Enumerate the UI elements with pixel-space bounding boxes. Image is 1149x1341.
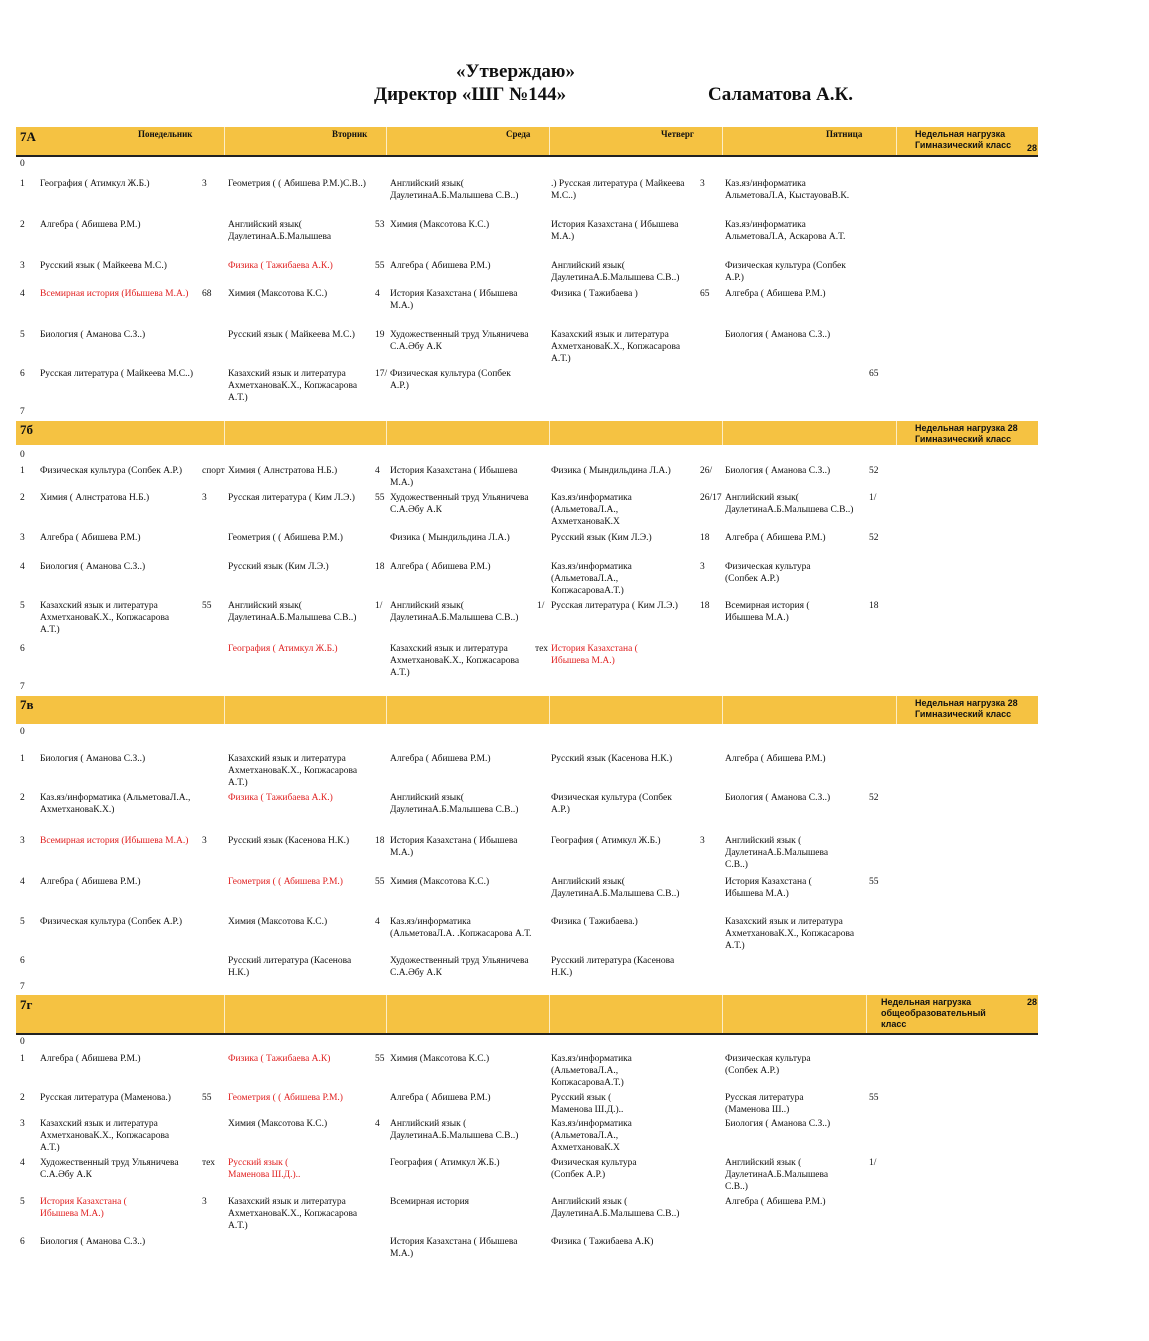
- tuesday-lesson: Физика ( Тажибаева А.К): [228, 1054, 331, 1064]
- friday-room: 55: [869, 1093, 879, 1103]
- lesson-number: 6: [20, 1237, 25, 1247]
- lesson-number: 3: [20, 1119, 25, 1129]
- tuesday-lesson: Английский язык( ДаулетинаА.Б.Малышева С.В..): [228, 601, 357, 623]
- lesson-number: 4: [20, 1158, 25, 1168]
- monday-room: 55: [202, 1093, 212, 1103]
- wednesday-lesson: География ( Атимкул Ж.Б.): [390, 1158, 500, 1168]
- friday-room: 55: [869, 877, 879, 887]
- monday-lesson: Казахский язык и литература АхметхановаК.Х., Копжасарова А.Т.): [40, 601, 170, 635]
- thursday-lesson: Русский язык (Ким Л.Э.): [551, 533, 652, 543]
- tuesday-room: 18: [375, 836, 385, 846]
- wednesday-lesson: Всемирная история: [390, 1197, 470, 1207]
- thursday-lesson: Русская литература ( Ким Л.Э.): [551, 601, 678, 611]
- friday-lesson: Биология ( Аманова С.З..): [725, 330, 831, 340]
- friday-room: 1/: [869, 1158, 877, 1168]
- thursday-lesson: Физика ( Тажибаева А.К): [551, 1237, 654, 1247]
- lesson-number: 3: [20, 261, 25, 271]
- row-index: 7: [20, 982, 25, 992]
- day-wednesday: Среда: [506, 129, 531, 139]
- tuesday-lesson: Русский язык (Ким Л.Э.): [228, 562, 329, 572]
- thursday-lesson: Каз.яз/информатика (АльметоваЛ.А., АхметхановаК.Х: [551, 493, 632, 527]
- lesson-number: 6: [20, 644, 25, 654]
- monday-lesson: Алгебра ( Абишева Р.М.): [40, 877, 141, 887]
- row-index: 0: [20, 727, 25, 737]
- monday-lesson: Физическая культура (Сопбек А.Р.): [40, 917, 183, 927]
- class-band-7b: [16, 421, 1038, 445]
- thursday-lesson: Каз.яз/информатика (АльметоваЛ.А., КопжасароваА.Т.): [551, 562, 632, 596]
- friday-lesson: Каз.яз/информатика АльметоваЛ.А, Аскарова А.Т.: [725, 220, 846, 242]
- monday-room: 68: [202, 289, 212, 299]
- monday-room: 3: [202, 179, 207, 189]
- weekly-load-label: Недельная нагрузка 28 Гимназический класс: [915, 423, 1018, 444]
- friday-lesson: Биология ( Аманова С.З..): [725, 466, 831, 476]
- wednesday-lesson: Английский язык( ДаулетинаА.Б.Малышева С.В..): [390, 601, 519, 623]
- tuesday-lesson: Геометрия ( ( Абишева Р.М.): [228, 877, 343, 887]
- wednesday-lesson: Художественный труд Ульяничева С.А.Әбу А.К: [390, 493, 529, 515]
- thursday-lesson: .) Русская литература ( Майкеева М.С..): [551, 179, 685, 201]
- monday-lesson: Казахский язык и литература АхметхановаК.Х., Копжасарова А.Т.): [40, 1119, 170, 1153]
- monday-lesson: Всемирная история (Ибышева М.А.): [40, 836, 189, 846]
- lesson-number: 5: [20, 330, 25, 340]
- tuesday-lesson: Русский литература (Касенова Н.К.): [228, 956, 352, 978]
- weekly-load-label: Недельная нагрузка Гимназический класс: [915, 129, 1012, 150]
- lesson-number: 6: [20, 369, 25, 379]
- lesson-number: 2: [20, 793, 25, 803]
- thursday-lesson: Английский язык( ДаулетинаА.Б.Малышева С.В..): [551, 877, 680, 899]
- class-band-7v: [16, 696, 1038, 724]
- friday-lesson: Английский язык( ДаулетинаА.Б.Малышева С.В..): [725, 493, 854, 515]
- tuesday-room: 4: [375, 1119, 380, 1129]
- thursday-lesson: Английский язык ( ДаулетинаА.Б.Малышева С.В..): [551, 1197, 680, 1219]
- lesson-number: 2: [20, 1093, 25, 1103]
- lesson-number: 3: [20, 533, 25, 543]
- tuesday-lesson: Казахский язык и литература АхметхановаК.Х., Копжасарова А.Т.): [228, 1197, 358, 1231]
- wednesday-lesson: История Казахстана ( Ибышева М.А.): [390, 289, 518, 311]
- thursday-lesson: Физическая культура (Сопбек А.Р.): [551, 1158, 637, 1180]
- friday-room: 65: [869, 369, 879, 379]
- row-index: 7: [20, 407, 25, 417]
- monday-lesson: Русская литература (Маменова.): [40, 1093, 171, 1103]
- wednesday-lesson: Химия (Максотова К.С.): [390, 1054, 490, 1064]
- thursday-lesson: Каз.яз/информатика (АльметоваЛ.А., АхметхановаК.Х: [551, 1119, 632, 1153]
- thursday-room: 3: [700, 562, 705, 572]
- monday-lesson: Художественный труд Ульяничева С.А.Әбу А.К: [40, 1158, 179, 1180]
- wednesday-lesson: Алгебра ( Абишева Р.М.): [390, 1093, 491, 1103]
- tuesday-lesson: Казахский язык и литература АхметхановаК.Х., Копжасарова А.Т.): [228, 754, 358, 788]
- wednesday-lesson: Алгебра ( Абишева Р.М.): [390, 261, 491, 271]
- monday-lesson: Биология ( Аманова С.З..): [40, 330, 146, 340]
- wednesday-lesson: Каз.яз/информатика (АльметоваЛ.А. .Копжасарова А.Т.: [390, 917, 532, 939]
- monday-lesson: Физическая культура (Сопбек А.Р.): [40, 466, 183, 476]
- director-title: Директор «ШГ №144»: [374, 84, 567, 105]
- weekly-load-value: 28: [1027, 143, 1038, 153]
- director-name: Саламатова А.К.: [708, 84, 853, 105]
- wednesday-lesson: Физика ( Мындильдина Л.А.): [390, 533, 510, 543]
- tuesday-room: 55: [375, 1054, 385, 1064]
- lesson-number: 1: [20, 754, 25, 764]
- thursday-room: 26/: [700, 466, 713, 476]
- friday-room: 1/: [869, 493, 877, 503]
- lesson-number: 1: [20, 466, 25, 476]
- wednesday-lesson: Алгебра ( Абишева Р.М.): [390, 562, 491, 572]
- monday-lesson: Алгебра ( Абишева Р.М.): [40, 533, 141, 543]
- row-index: 0: [20, 1037, 25, 1047]
- tuesday-lesson: Русский язык ( Маменова Ш.Д.)..: [228, 1158, 301, 1180]
- tuesday-lesson: Русская литература ( Ким Л.Э.): [228, 493, 355, 503]
- thursday-room: 18: [700, 601, 710, 611]
- wednesday-lesson: История Казахстана ( Ибышева М.А.): [390, 466, 518, 488]
- wednesday-lesson: Алгебра ( Абишева Р.М.): [390, 754, 491, 764]
- friday-lesson: Английский язык ( ДаулетинаА.Б.Малышева С.В..): [725, 1158, 829, 1192]
- lesson-number: 2: [20, 220, 25, 230]
- tuesday-room: 17/: [375, 369, 388, 379]
- tuesday-room: 55: [375, 493, 385, 503]
- monday-lesson: Химия ( Алнстратова Н.Б.): [40, 493, 150, 503]
- monday-lesson: Каз.яз/информатика (АльметоваЛ.А., АхметхановаК.Х.): [40, 793, 191, 815]
- friday-room: 18: [869, 601, 879, 611]
- friday-lesson: Биология ( Аманова С.З..): [725, 1119, 831, 1129]
- friday-lesson: История Казахстана ( Ибышева М.А.): [725, 877, 812, 899]
- tuesday-room: 55: [375, 261, 385, 271]
- tuesday-lesson: Геометрия ( ( Абишева Р.М.): [228, 533, 343, 543]
- friday-lesson: Физическая культура (Сопбек А.Р.): [725, 562, 811, 584]
- monday-lesson: Русский язык ( Майкеева М.С.): [40, 261, 167, 271]
- wednesday-lesson: Казахский язык и литература АхметхановаК.Х., Копжасарова А.Т.): [390, 644, 520, 678]
- tuesday-lesson: География ( Атимкул Ж.Б.): [228, 644, 338, 654]
- friday-lesson: Алгебра ( Абишева Р.М.): [725, 1197, 826, 1207]
- thursday-room: 18: [700, 533, 710, 543]
- lesson-number: 2: [20, 493, 25, 503]
- thursday-lesson: Русский язык (Касенова Н.К.): [551, 754, 673, 764]
- monday-lesson: Всемирная история (Ибышева М.А.): [40, 289, 189, 299]
- day-monday: Понедельник: [138, 129, 193, 139]
- lesson-number: 6: [20, 956, 25, 966]
- friday-lesson: Алгебра ( Абишева Р.М.): [725, 533, 826, 543]
- class-label-7b: 7б: [20, 422, 33, 437]
- weekly-load-label: Недельная нагрузка общеобразовательный класс: [881, 997, 986, 1029]
- friday-lesson: Физическая культура (Сопбек А.Р.): [725, 1054, 811, 1076]
- monday-lesson: Алгебра ( Абишева Р.М.): [40, 1054, 141, 1064]
- day-thursday: Четверг: [661, 129, 694, 139]
- thursday-lesson: История Казахстана ( Ибышева М.А.): [551, 644, 638, 666]
- tuesday-lesson: Русский язык ( Майкеева М.С.): [228, 330, 355, 340]
- wednesday-room: тех: [535, 644, 548, 654]
- tuesday-room: 55: [375, 877, 385, 887]
- friday-lesson: Всемирная история ( Ибышева М.А.): [725, 601, 810, 623]
- monday-lesson: Биология ( Аманова С.З..): [40, 754, 146, 764]
- tuesday-room: 4: [375, 466, 380, 476]
- tuesday-lesson: Химия (Максотова К.С.): [228, 1119, 328, 1129]
- lesson-number: 4: [20, 877, 25, 887]
- thursday-room: 65: [700, 289, 710, 299]
- day-tuesday: Вторник: [332, 129, 368, 139]
- friday-lesson: Английский язык ( ДаулетинаА.Б.Малышева С.В..): [725, 836, 829, 870]
- lesson-number: 5: [20, 601, 25, 611]
- monday-room: 3: [202, 1197, 207, 1207]
- monday-lesson: Биология ( Аманова С.З..): [40, 562, 146, 572]
- friday-lesson: Казахский язык и литература АхметхановаК.Х., Копжасарова А.Т.): [725, 917, 855, 951]
- thursday-lesson: Каз.яз/информатика (АльметоваЛ.А., КопжасароваА.Т.): [551, 1054, 632, 1088]
- wednesday-lesson: Химия (Максотова К.С.): [390, 877, 490, 887]
- thursday-lesson: География ( Атимкул Ж.Б.): [551, 836, 661, 846]
- tuesday-room: 4: [375, 917, 380, 927]
- tuesday-lesson: Геометрия ( ( Абишева Р.М.): [228, 1093, 343, 1103]
- monday-room: 3: [202, 493, 207, 503]
- monday-room: 3: [202, 836, 207, 846]
- monday-lesson: История Казахстана ( Ибышева М.А.): [40, 1197, 127, 1219]
- tuesday-lesson: Русский язык (Касенова Н.К.): [228, 836, 350, 846]
- wednesday-lesson: Физическая культура (Сопбек А.Р.): [390, 369, 511, 391]
- tuesday-lesson: Физика ( Тажибаева А.К.): [228, 793, 333, 803]
- tuesday-lesson: Казахский язык и литература АхметхановаК.Х., Копжасарова А.Т.): [228, 369, 358, 403]
- weekly-load-value: 28: [1027, 997, 1038, 1007]
- thursday-room: 26/17: [700, 493, 722, 503]
- tuesday-room: 4: [375, 289, 380, 299]
- lesson-number: 3: [20, 836, 25, 846]
- thursday-lesson: История Казахстана ( Ибышева М.А.): [551, 220, 679, 242]
- tuesday-room: 1/: [375, 601, 383, 611]
- row-index: 7: [20, 682, 25, 692]
- lesson-number: 5: [20, 917, 25, 927]
- friday-room: 52: [869, 793, 879, 803]
- weekly-load-label: Недельная нагрузка 28 Гимназический класс: [915, 698, 1018, 719]
- tuesday-lesson: Химия (Максотова К.С.): [228, 917, 328, 927]
- row-index: 0: [20, 159, 25, 169]
- lesson-number: 5: [20, 1197, 25, 1207]
- wednesday-lesson: Химия (Максотова К.С.): [390, 220, 490, 230]
- thursday-lesson: Казахский язык и литература АхметхановаК.Х., Копжасарова А.Т.): [551, 330, 681, 364]
- thursday-lesson: Русский язык ( Маменова Ш.Д.)..: [551, 1093, 624, 1115]
- lesson-number: 4: [20, 289, 25, 299]
- thursday-lesson: Физика ( Мындильдина Л.А.): [551, 466, 671, 476]
- row-index: 0: [20, 450, 25, 460]
- friday-lesson: Алгебра ( Абишева Р.М.): [725, 289, 826, 299]
- tuesday-lesson: Геометрия ( ( Абишева Р.М.)С.В..): [228, 179, 366, 189]
- monday-lesson: География ( Атимкул Ж.Б.): [40, 179, 150, 189]
- approve-title: «Утверждаю»: [456, 61, 575, 82]
- tuesday-lesson: Химия ( Алнстратова Н.Б.): [228, 466, 338, 476]
- friday-lesson: Физическая культура (Сопбек А.Р.): [725, 261, 846, 283]
- friday-lesson: Русская литература (Маменова Ш..): [725, 1093, 804, 1115]
- class-label-7v: 7в: [20, 697, 34, 712]
- tuesday-room: 18: [375, 562, 385, 572]
- class-label-7a: 7А: [20, 129, 36, 144]
- day-friday: Пятница: [826, 129, 863, 139]
- tuesday-lesson: Химия (Максотова К.С.): [228, 289, 328, 299]
- band-underline: [16, 1033, 1038, 1035]
- wednesday-lesson: История Казахстана ( Ибышева М.А.): [390, 836, 518, 858]
- friday-lesson: Каз.яз/информатика АльметоваЛ.А, КыстауоваВ.К.: [725, 179, 850, 201]
- monday-lesson: Биология ( Аманова С.З..): [40, 1237, 146, 1247]
- thursday-lesson: Физика ( Тажибаева.): [551, 917, 638, 927]
- monday-room: спорт: [202, 466, 225, 476]
- monday-room: тех: [202, 1158, 215, 1168]
- wednesday-lesson: Английский язык ( ДаулетинаА.Б.Малышева С.В..): [390, 1119, 519, 1141]
- friday-lesson: Биология ( Аманова С.З..): [725, 793, 831, 803]
- lesson-number: 1: [20, 1054, 25, 1064]
- friday-lesson: Алгебра ( Абишева Р.М.): [725, 754, 826, 764]
- class-label-7g: 7г: [20, 997, 33, 1012]
- friday-room: 52: [869, 533, 879, 543]
- wednesday-lesson: История Казахстана ( Ибышева М.А.): [390, 1237, 518, 1259]
- thursday-lesson: Физика ( Тажибаева ): [551, 289, 638, 299]
- wednesday-lesson: Художественный труд Ульяничева С.А.Әбу А.К: [390, 956, 529, 978]
- monday-lesson: Алгебра ( Абишева Р.М.): [40, 220, 141, 230]
- wednesday-lesson: Английский язык( ДаулетинаА.Б.Малышева С.В..): [390, 793, 519, 815]
- thursday-lesson: Русский литература (Касенова Н.К.): [551, 956, 675, 978]
- monday-lesson: Русская литература ( Майкеева М.С..): [40, 369, 194, 379]
- tuesday-room: 53: [375, 220, 385, 230]
- band-underline: [16, 155, 1038, 157]
- wednesday-lesson: Художественный труд Ульяничева С.А.Әбу А.К: [390, 330, 529, 352]
- monday-room: 55: [202, 601, 212, 611]
- thursday-lesson: Английский язык( ДаулетинаА.Б.Малышева С.В..): [551, 261, 680, 283]
- wednesday-room: 1/: [537, 601, 545, 611]
- lesson-number: 1: [20, 179, 25, 189]
- friday-room: 52: [869, 466, 879, 476]
- thursday-room: 3: [700, 179, 705, 189]
- thursday-room: 3: [700, 836, 705, 846]
- lesson-number: 4: [20, 562, 25, 572]
- thursday-lesson: Физическая культура (Сопбек А.Р.): [551, 793, 672, 815]
- tuesday-lesson: Физика ( Тажибаева А.К.): [228, 261, 333, 271]
- tuesday-lesson: Английский язык( ДаулетинаА.Б.Малышева: [228, 220, 332, 242]
- tuesday-room: 19: [375, 330, 385, 340]
- wednesday-lesson: Английский язык( ДаулетинаА.Б.Малышева С.В..): [390, 179, 519, 201]
